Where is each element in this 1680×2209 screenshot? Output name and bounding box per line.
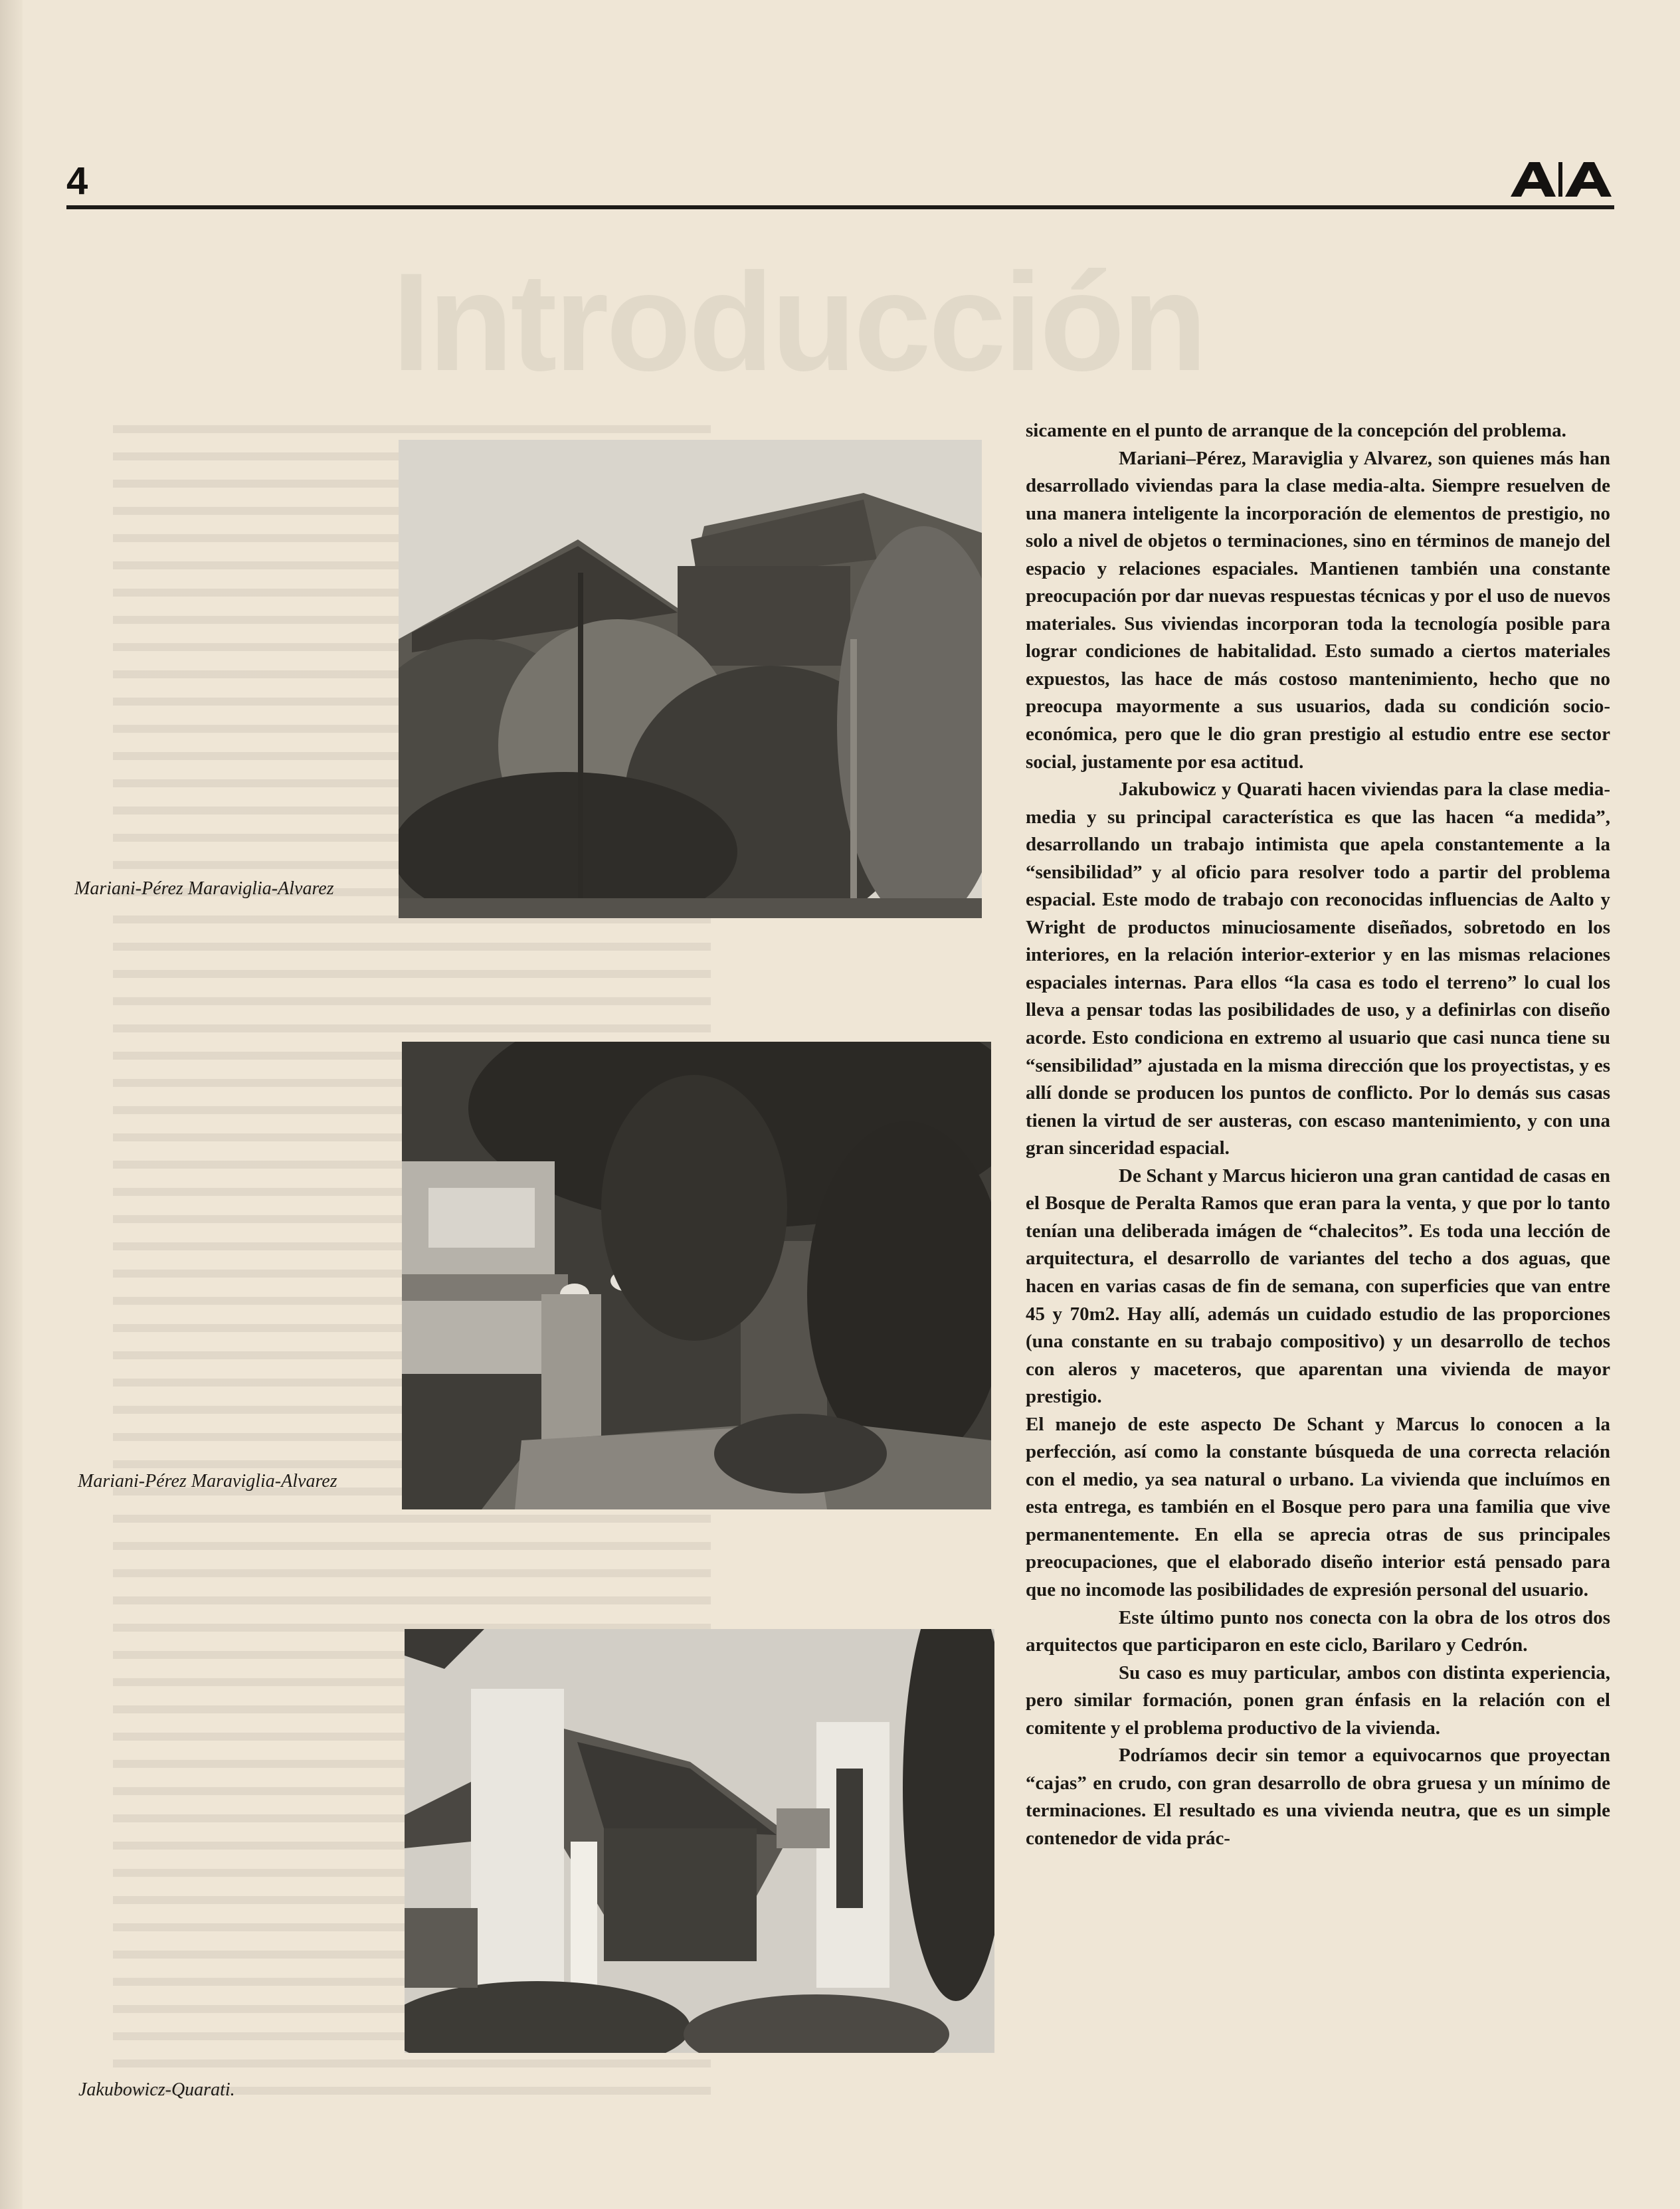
- page-number: 4: [66, 159, 88, 203]
- article-text-column: [1026, 417, 1610, 1852]
- photo-house-2: [402, 1042, 991, 1509]
- paragraph: Su caso es muy particular, ambos con distinta experiencia, pero similar formación, ponen gran énfasis en la relación con el comitente y el problema productivo de la vivienda.: [1026, 1662, 1610, 1739]
- figure-caption: Mariani-Pérez Maraviglia-Alvarez: [74, 878, 334, 899]
- paragraph: De Schant y Marcus hicieron una gran cantidad de casas en el Bosque de Peralta Ramos que eran para la venta, y que por lo tanto tenían una deliberada imágen de “chalecitos”. Es toda una lección de arquitectura, el desarrollo de variantes del techo a dos aguas, que hacen en varias casas de fin de semana, con superficies que van entre 45 y 70m2. Hay allí, además un cuidado estudio de las proporciones (una constante en su trabajo compositivo) y un desarrollo de techos con aleros y maceteros, que aparentan una vivienda de mayor prestigio.: [1026, 1165, 1610, 1408]
- house-photo-icon: [399, 440, 982, 918]
- paragraph: Mariani–Pérez, Maraviglia y Alvarez, son quienes más han desarrollado viviendas para la clase media-alta. Siempre resuelven de una manera inteligente la incorporación de elementos de prestigio, no solo a nivel de objetos o terminaciones, sino en términos de manejo del espacio y relaciones espaciales. Mantienen también una constante preocupación por dar nuevas respuestas técnicas y por el uso de nuevos materiales. Sus viviendas incorporan toda la tecnología posible para lograr condiciones de habitalidad. Esto sumado a ciertos materiales expuestos, las hace de más costoso mantenimiento, hecho que no preocupa mayormente a sus usuarios, dada su condición socio-económica, pero que le dio gran prestigio al estudio entre ese sector social, justamente por esa actitud.: [1026, 447, 1610, 773]
- photo-house-1: [399, 440, 982, 918]
- figure-caption: Jakubowicz-Quarati.: [78, 2079, 235, 2100]
- house-photo-icon: [402, 1042, 991, 1509]
- paragraph: Jakubowicz y Quarati hacen viviendas para la clase media-media y su principal característica es que las hacen “a medida”, desarrollando un trabajo intimista que apela constantemente a la “sensibilidad” y al oficio para resolver todo a partir del problema espacial. Este modo de trabajo con reconocidas influencias de Aalto y Wright de productos minuciosamente diseñados, sobretodo en los interiores, en la relación interior-exterior y en las mismas relaciones espaciales internas. Para ellos “la casa es todo el terreno” lo cual los lleva a pensar todas las posibilidades de uso, y a definirlas con diseño acorde. Esto condiciona en extremo al usuario que casi nunca tiene su “sensibilidad” ajustada en la misma dirección que los proyectistas, y es allí donde se producen los puntos de conflicto. Por lo demás sus casas tienen la virtud de ser austeras, con escaso mantenimiento, y con una gran sinceridad espacial.: [1026, 779, 1610, 1159]
- paragraph: Este último punto nos conecta con la obra de los otros dos arquitectos que participaron en este ciclo, Barilaro y Cedrón.: [1026, 1606, 1610, 1656]
- photo-house-3: [405, 1629, 994, 2053]
- show-through-title: Introducción: [392, 244, 1205, 400]
- magazine-logo: [1508, 159, 1614, 198]
- paragraph: El manejo de este aspecto De Schant y Marcus lo conocen a la perfección, así como la constante búsqueda de una correcta relación con el medio, ya sea natural o urbano. La vivienda que incluímos en esta entrega, es también en el Bosque pero para una familia que vive permanentemente. En ella se aprecia otras de sus principales preocupaciones, que el elaborado diseño interior está pensado para que no incomode las posibilidades de expresión personal del usuario.: [1026, 1413, 1610, 1600]
- paragraph: sicamente en el punto de arranque de la concepción del problema.: [1026, 420, 1566, 441]
- figure-caption: Mariani-Pérez Maraviglia-Alvarez: [78, 1471, 337, 1491]
- header-rule: [66, 205, 1614, 209]
- paper-edge: [0, 0, 23, 2209]
- paragraph: Podríamos decir sin temor a equivocarnos que proyectan “cajas” en crudo, con gran desarrollo de obra gruesa y un mínimo de terminaciones. El resultado es una vivienda neutra, que es un simple contenedor de vida prác-: [1026, 1745, 1610, 1849]
- house-photo-icon: [405, 1629, 994, 2053]
- logo-mark-icon: [1508, 159, 1614, 198]
